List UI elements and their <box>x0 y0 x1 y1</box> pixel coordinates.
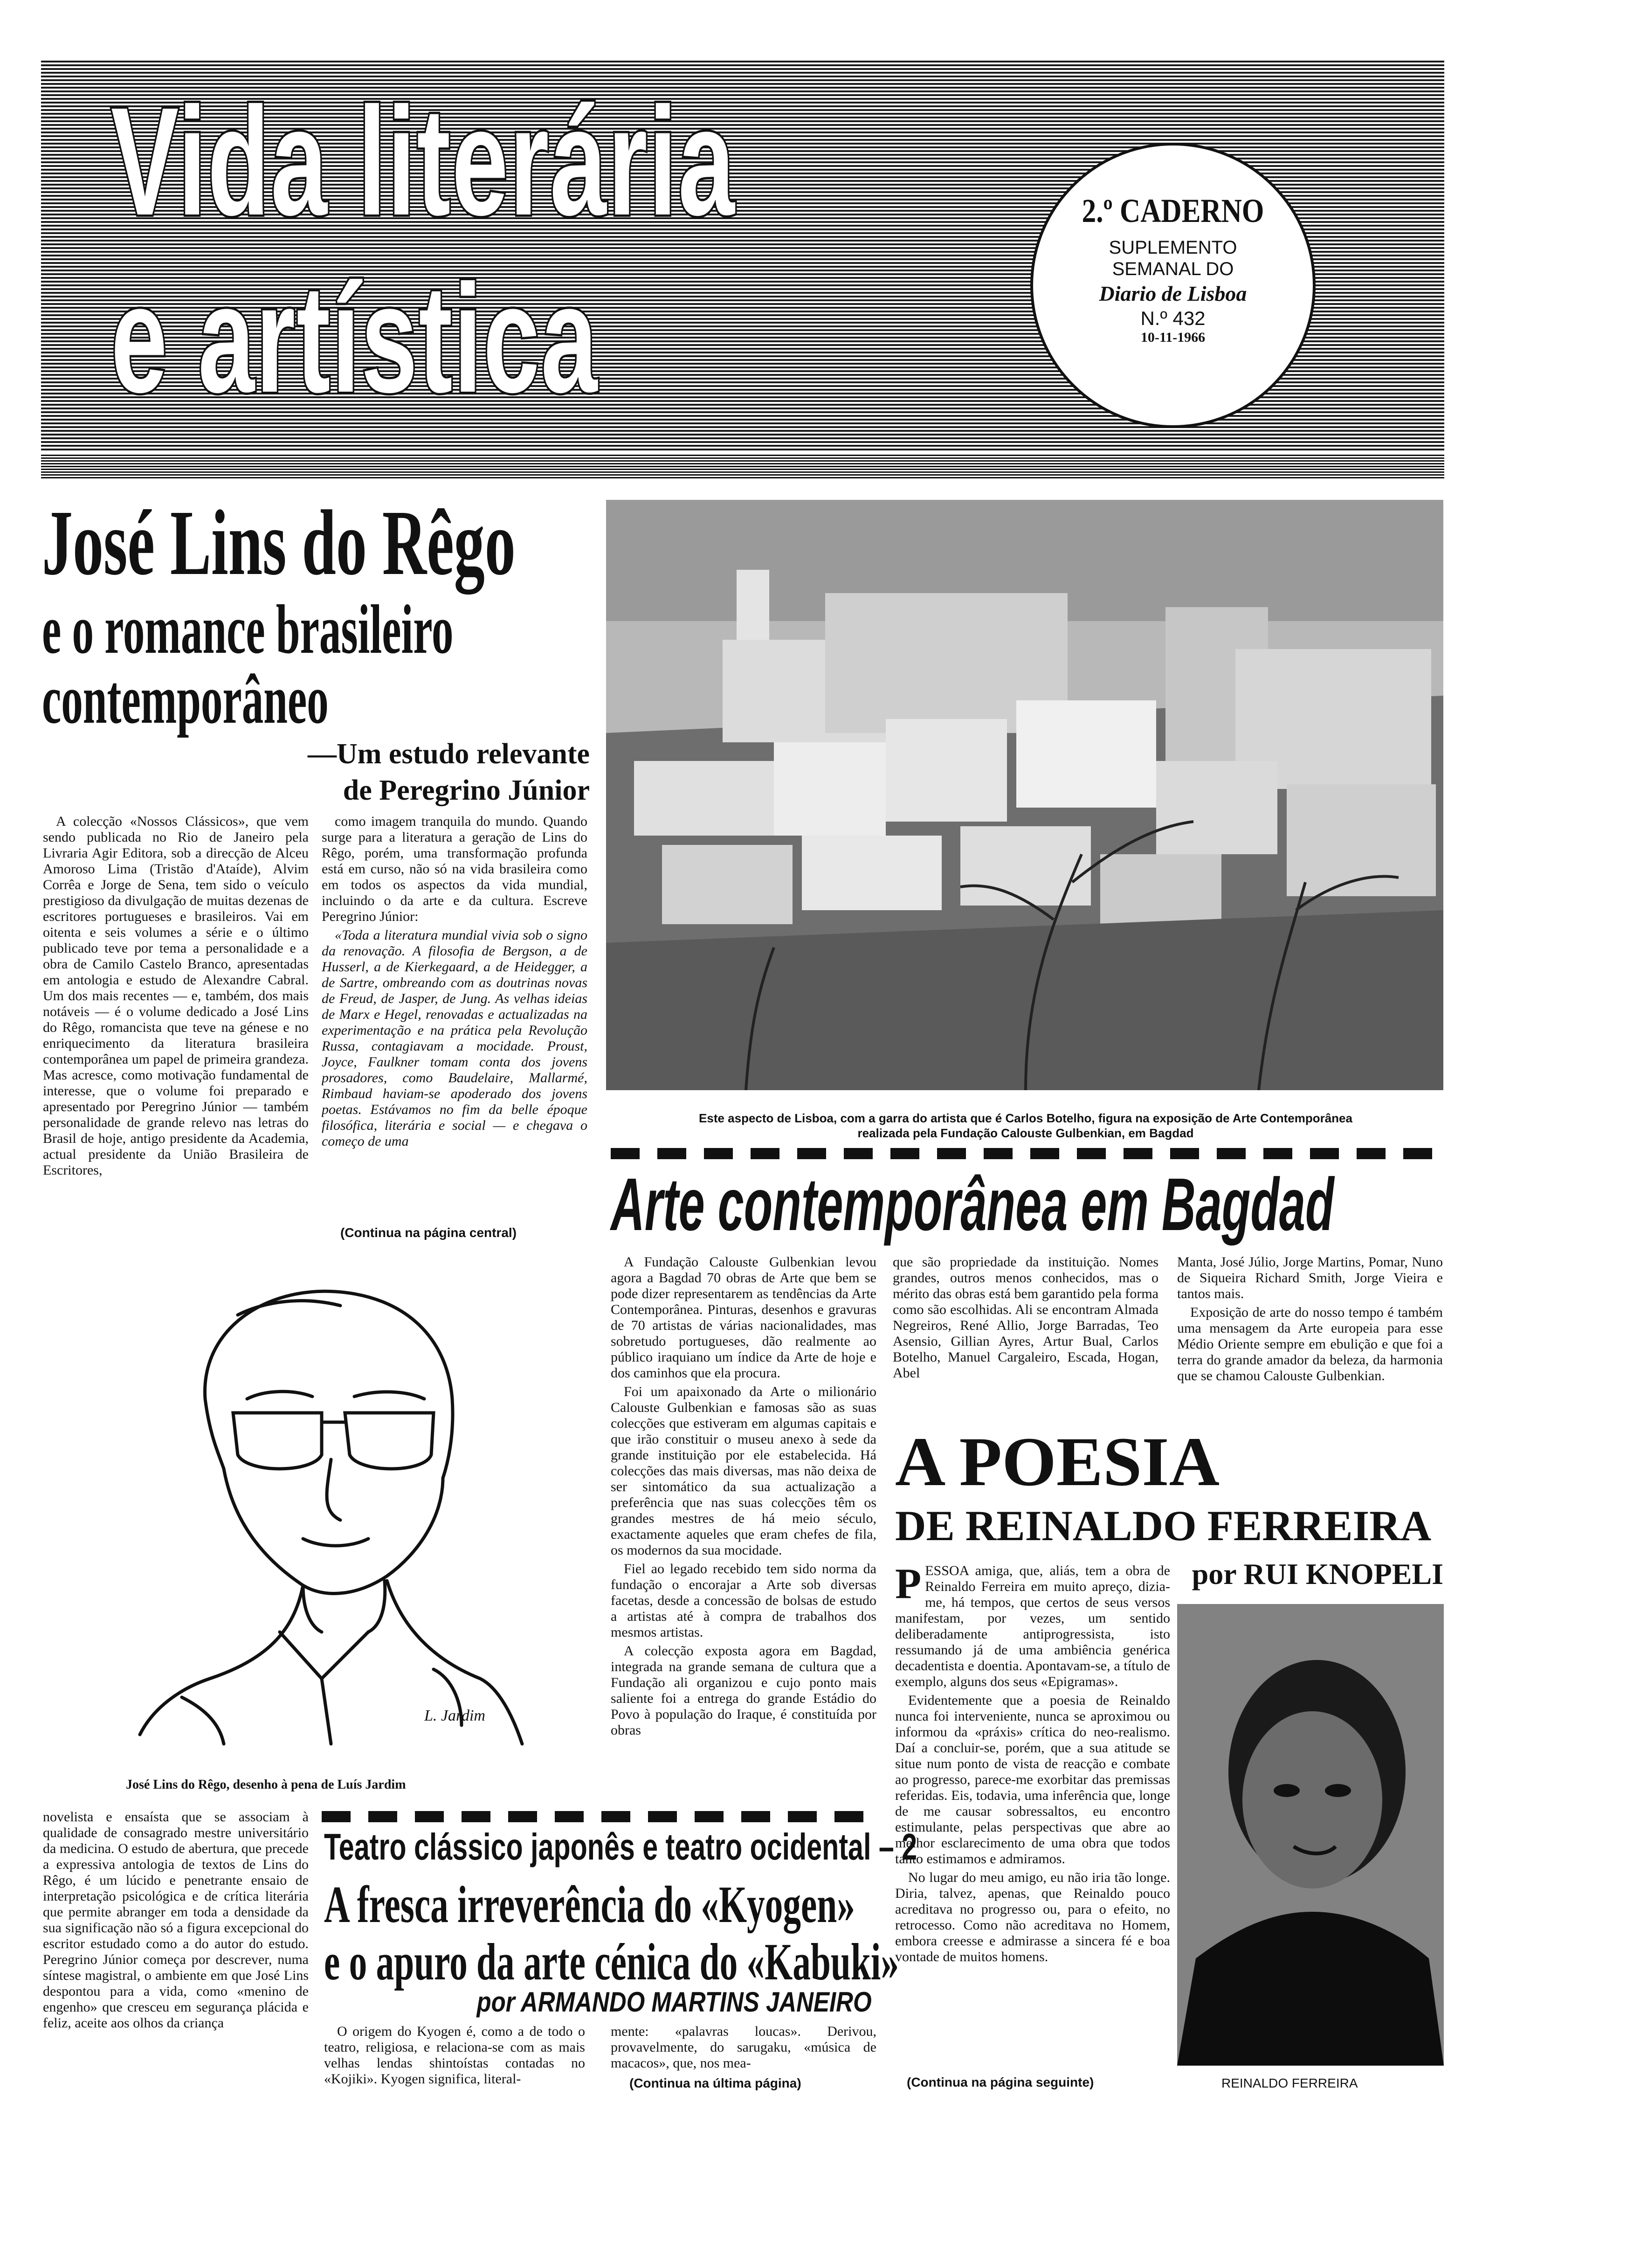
lins-col1-b-text: novelista e ensaísta que se associam à qualidade de consagrado mestre universitário da medicina. O estudo de abertura, que precede a expressiva antologia de textos de Lins do Rêgo, é um lúcido e penetrante ensaio de interpretação psicológica e de crítica literária que permite abranger em toda a densidade da sua significação não só a figura excepcional do escritor estudado como a do autor do estudo. Peregrino Júnior começa por descrever, numa síntese magistral, o ambiente em que José Lins despontou para a vida, como «menino de engenho» que cresceu em segurança plácida e feliz, aceite aos olhos da criança <box>43 1809 309 2031</box>
lins-col1 <box>43 814 309 1247</box>
poesia-lead-para <box>895 1563 1170 1690</box>
badge-suplemento: SUPLEMENTO <box>1109 237 1237 258</box>
bagdad-title: Arte contemporânea em Bagdad <box>611 1162 1334 1246</box>
bagdad-col1-p2: Foi um apaixonado da Arte o milionário Calouste Gulbenkian e famosas são as suas colecções que estiveram em algumas capitais e que irão constituir o museu anexo à sede da grande instituição por ele estabelecida. Há colecções das mais diversas, mas não deixa de ser sintomático da sua actualização a preferência que nas suas colecções têm os grandes mestres de há meio século, exactamente aqueles que eram chefes de fila, os modernos da sua mocidade. <box>611 1384 876 1558</box>
poesia-dropcap: P <box>895 1563 922 1607</box>
bagdad-col2-text: que são propriedade da instituição. Nomes grandes, outros menos conhecidos, mas o mérito das obras está bem garantido pela forma como são escolhidas. Ali se encontram Almada Negreiros, René Allio, Jorge Barradas, Teo Asensio, Gillian Ayres, Artur Bual, Carlos Botelho, Manuel Cargaleiro, Escada, Hogan, Abel <box>893 1254 1158 1381</box>
photo-caption-2: realizada pela Fundação Calouste Gulbenkian, em Bagdad <box>857 1126 1194 1140</box>
kyogen-title-1: A fresca irreverência do «Kyogen» <box>324 1876 855 1934</box>
bagdad-dash-rule <box>611 1148 1443 1159</box>
lins-col1-text: A colecção «Nossos Clássicos», que vem sendo publicada no Rio de Janeiro pela Livraria Agir Editora, sob a direcção de Alceu Amoroso Lima (Tristão d'Ataíde), Alvim Corrêa e Jorge de Sena, tem sido o veículo prestigioso da divulgação de muitas dezenas de escritores portugueses e brasileiros. Vai em oitenta e seis volumes a série e o último publicado teve por tema a personalidade e a obra de Camilo Castelo Branco, apresentadas em antologia e estudo de Alexandre Cabral. Um dos mais recentes — e, também, dos mais notáveis — é o volume dedicado a José Lins do Rêgo, romancista que teve na génese e no enriquecimento da literatura brasileira contemporânea um papel de primeira grandeza. Mas acresce, como motivação fundamental de interesse, que o volume foi preparado e apresentado por Peregrino Júnior — também personalidade de grande relevo nas letras do Brasil de hoje, antigo presidente da Academia, actual presidente da União Brasileira de Escritores, <box>43 814 309 1178</box>
bagdad-col1-p4: A colecção exposta agora em Bagdad, integrada na grande semana de cultura que a Fundação ali organizou e cujo ponto mais saliente foi a entrega do grande Estádio do Povo à população do Iraque, é constituída por obras <box>611 1643 876 1738</box>
badge-caderno: 2.º CADERNO <box>1082 192 1264 229</box>
poesia-p2: Evidentemente que a poesia de Reinaldo nunca foi interveniente, nunca se aproximou ou informou da «práxis» crítica do neo-realismo. Daí a concluir-se, porém, que a sua atitude se situe num ponto de vista de reacção e combate ao progresso, parece-me exorbitar das premissas referidas. Eis, todavia, uma inferência que, longe de me causar sobressaltos, eu encontro estimulante, pelas perspectivas que abre ao melhor esclarecimento de uma obra que todos tanto estimamos e admiramos. <box>895 1693 1170 1867</box>
kyogen-col1-text: O origem do Kyogen é, como a de todo o teatro, religiosa, e relaciona-se com as mais velhas lendas shintoístas contadas no «Kojiki». Kyogen significa, literal- <box>324 2024 585 2087</box>
poesia-lead: ESSOA amiga, que, aliás, tem a obra de Reinaldo Ferreira em muito apreço, dizia-me, há tempos, que certos de seus versos manifestam, por vezes, um sentido deliberadamente antiprogressista, isto ressumando já de uma ambiência genérica decadentista e doentia. Apontavam-se, a título de exemplo, alguns dos seus «Epigramas». <box>895 1563 1170 1689</box>
masthead <box>41 59 1444 450</box>
bagdad-col3-p1: Manta, José Júlio, Jorge Martins, Pomar, Nuno de Siqueira Richard Smith, Jorge Vieira e tantos mais. <box>1177 1254 1443 1301</box>
reinaldo-photo <box>1177 1604 1444 2066</box>
portrait-signature: L. Jardim <box>424 1707 485 1724</box>
poesia-subtitle: DE REINALDO FERREIRA <box>895 1502 1432 1549</box>
portrait-sketch <box>126 1259 527 1753</box>
poesia-col <box>895 1563 1170 2085</box>
portrait-drawing <box>126 1259 527 1753</box>
masthead-title-line1: Vida literária <box>111 75 736 247</box>
badge-paper-name: Diario de Lisboa <box>1099 282 1247 305</box>
bagdad-col3-p2: Exposição de arte do nosso tempo é também uma mensagem da Arte europeia para esse Médio Oriente sempre em ebulição e que foi a terra do grande amador da beleza, da harmonia que se chamou Calouste Gulbenkian. <box>1177 1305 1443 1383</box>
lins-title: José Lins do Rêgo <box>42 491 516 595</box>
lins-subtitle-2: contemporâneo <box>42 661 329 738</box>
portrait-caption: José Lins do Rêgo, desenho à pena de Luís Jardim <box>126 1777 406 1792</box>
lins-continua: (Continua na página central) <box>340 1225 517 1240</box>
masthead-title-line2: e artística <box>111 252 599 424</box>
poesia-title: A POESIA <box>895 1423 1220 1500</box>
badge-issue: N.º 432 <box>1140 307 1206 329</box>
lins-col2 <box>322 814 587 1224</box>
kyogen-col1 <box>324 2024 585 2103</box>
kyogen-byline: por ARMANDO MARTINS JANEIRO <box>476 1986 872 2018</box>
kyogen-col2-text: mente: «palavras loucas». Derivou, provavelmente, do sarugaku, «música de macacos», que, nos mea- <box>611 2024 876 2071</box>
masthead-rule <box>41 453 1444 478</box>
lisboa-painting-photo <box>606 500 1443 1090</box>
lins-col2-quote: «Toda a literatura mundial vivia sob o signo da renovação. A filosofia de Bergson, a de Husserl, a de Kierkegaard, a de Heidegger, a de Sartre, ombreando com as doutrinas novas de Freud, de Jasper, de Jung. As velhas ideias de Marx e Hegel, renovadas e actualizadas na experimentação e na prática pela Revolução Russa, contagiavam a mocidade. Proust, Joyce, Faulkner tomam conta dos jovens prosadores, como Baudelaire, Mallarmé, Rimbaud haviam-se apoderado dos jovens poetas. Estávamos no fim da belle époque filosófica, literária e social — e chegava o começo de uma <box>322 927 587 1149</box>
caderno-badge <box>1030 143 1316 428</box>
kyogen-dash-rule <box>322 1811 876 1822</box>
lins-kicker-1: —Um estudo relevante <box>308 738 590 770</box>
poesia-p3: No lugar do meu amigo, eu não iria tão longe. Diria, talvez, apenas, que Reinaldo pouco acreditava no progresso ou, para o efeito, no retrocesso. Como não acreditava no Homem, embora creesse e admirasse a sincera fé e boa vontade de muitos homens. <box>895 1870 1170 1964</box>
lins-subtitle-1: e o romance brasileiro <box>42 591 454 668</box>
lins-kicker-2: de Peregrino Júnior <box>343 774 590 806</box>
kyogen-kicker: Teatro clássico japonês e teatro ocidental – 2 <box>324 1826 917 1867</box>
lisboa-cityscape <box>606 500 1443 1090</box>
lins-col1-b <box>43 1809 309 2145</box>
photo-caption-1: Este aspecto de Lisboa, com a garra do artista que é Carlos Botelho, figura na exposição de Arte Contemporânea <box>699 1111 1352 1125</box>
bagdad-col1-p3: Fiel ao legado recebido tem sido norma da fundação o encorajar a Arte sob diversas facetas, desde a concessão de bolsas de estudo a artistas até à compra de trabalhos dos mesmos artistas. <box>611 1561 876 1640</box>
kyogen-col2 <box>611 2024 876 2075</box>
bagdad-col2 <box>893 1254 1158 1404</box>
bagdad-col1 <box>611 1254 876 1860</box>
bagdad-col1-p1: A Fundação Calouste Gulbenkian levou agora a Bagdad 70 obras de Arte que bem se pode dizer representarem as tendências da Arte Contemporânea. Pinturas, desenhos e gravuras de 70 artistas de várias nacionalidades, mas sobretudo portugueses, dão realmente ao público iraquiano um índice da Arte de hoje e dos caminhos que ela procura. <box>611 1254 876 1381</box>
reinaldo-photo-caption: REINALDO FERREIRA <box>1221 2076 1358 2090</box>
kyogen-continua: (Continua na última página) <box>629 2076 801 2090</box>
bagdad-col3 <box>1177 1254 1443 1404</box>
poesia-byline: por RUI KNOPELI <box>1192 1557 1443 1590</box>
kyogen-title-2: e o apuro da arte cénica do «Kabuki» <box>324 1933 899 1991</box>
reinaldo-portrait <box>1177 1604 1444 2066</box>
badge-date: 10-11-1966 <box>1140 330 1206 345</box>
poesia-continua: (Continua na página seguinte) <box>907 2075 1094 2089</box>
badge-semanal: SEMANAL DO <box>1112 259 1234 279</box>
lins-col2-text: como imagem tranquila do mundo. Quando surge para a literatura a geração de Lins do Rêgo, porém, uma transformação profunda está em curso, não só na vida brasileira como em todos os aspectos da vida mundial, incluindo o da arte e da cultura. Escreve Peregrino Júnior: <box>322 814 587 924</box>
